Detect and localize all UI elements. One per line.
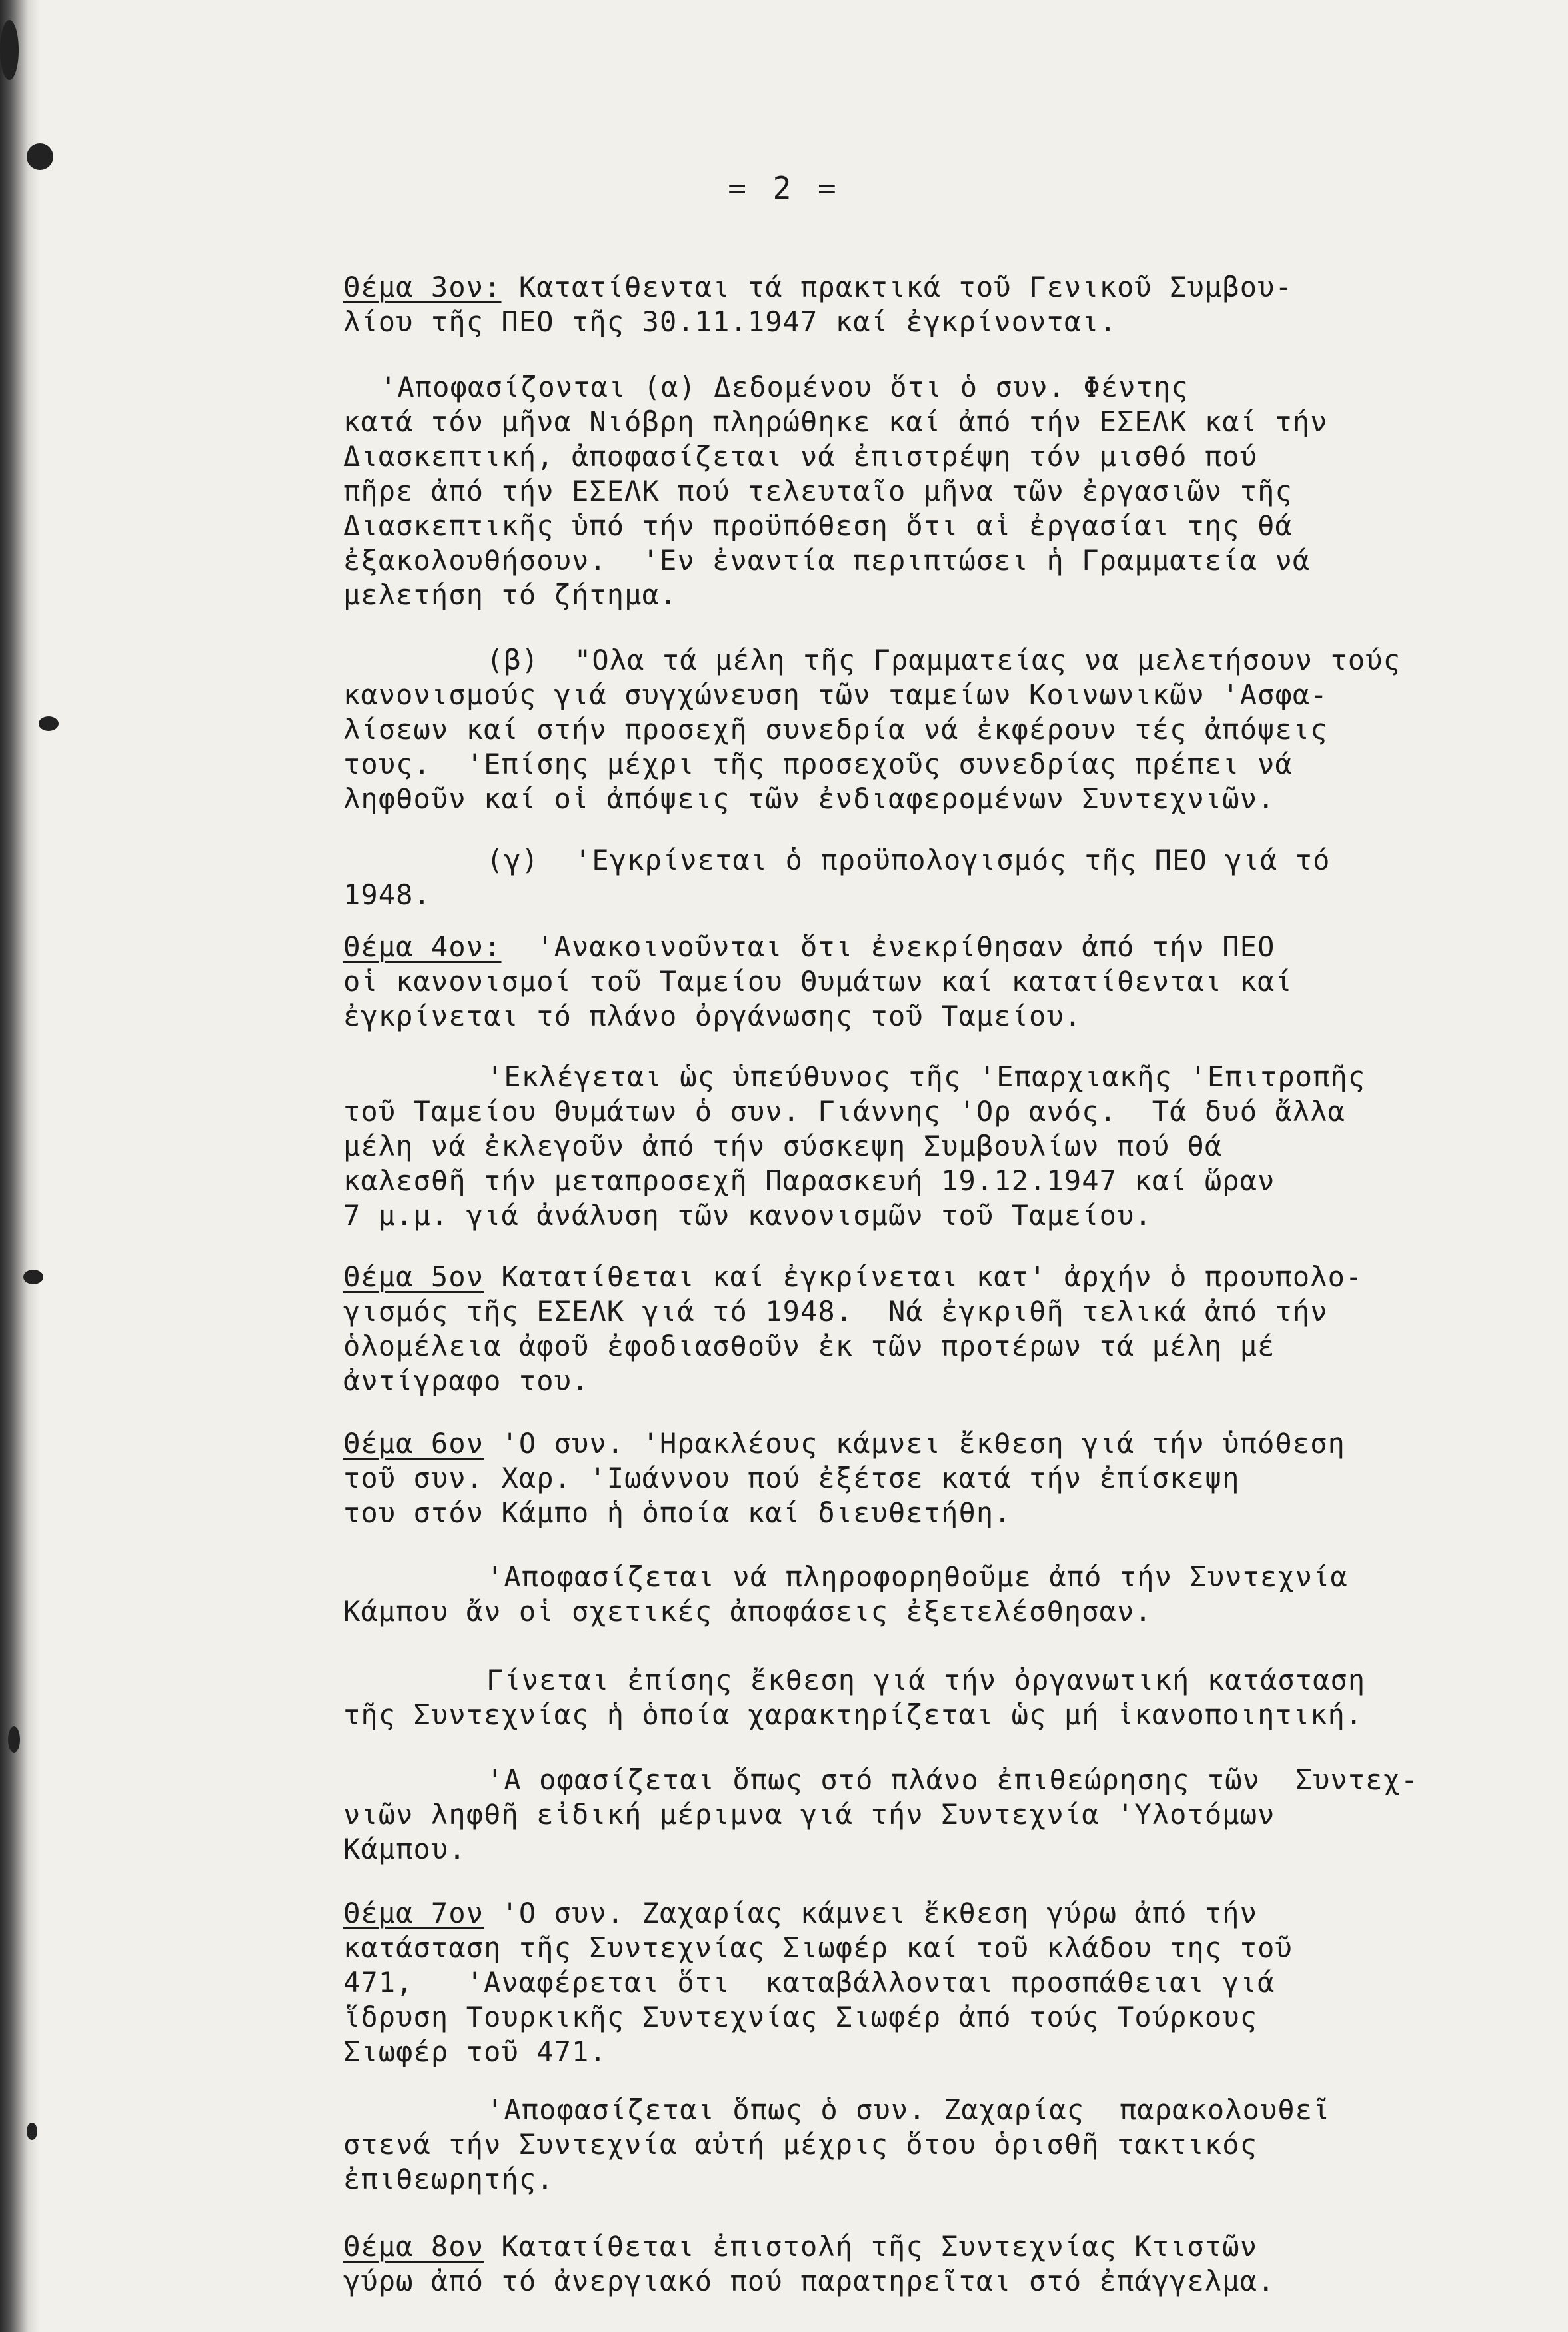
paragraph-6a (343, 1560, 1543, 1629)
text-line: ἐπιθεωρητής. (343, 2163, 554, 2195)
text-line: τους. 'Επίσης μέχρι τῆς προσεχοῦς συνεδρίας πρέπει νά (343, 748, 1293, 780)
paragraph-4a (343, 1060, 1543, 1233)
text-line: Γίνεται ἐπίσης ἔκθεση γιά τήν ὀργανωτική κατάσταση (486, 1664, 1366, 1696)
text-line: ἐγκρίνεται τό πλάνο ὀργάνωσης τοῦ Ταμείου. (343, 1000, 1082, 1032)
text-line: Διασκεπτικῆς ὑπό τήν προϋπόθεση ὅτι αἱ ἐργασίαι της θά (343, 509, 1293, 542)
text-line: ληφθοῦν καί οἱ ἀπόψεις τῶν ἐνδιαφερομένων Συντεχνιῶν. (343, 782, 1275, 815)
paragraph-6b (343, 1663, 1543, 1732)
text-line: Διασκεπτική, ἀποφασίζεται νά ἐπιστρέψη τόν μισθό πού (343, 440, 1258, 473)
text-line: στενά τήν Συντεχνία αὐτή μέχρις ὅτου ὁρισθῆ τακτικός (343, 2128, 1258, 2161)
section-heading: Θέμα 3ον: (343, 271, 502, 303)
text-line: νιῶν ληφθῆ εἰδική μέριμνα γιά τήν Συντεχνία 'Υλοτόμων (343, 1798, 1275, 1831)
text-line: γισμός τῆς ΕΣΕΛΚ γιά τό 1948. Νά ἐγκριθῆ τελικά ἀπό τήν (343, 1295, 1328, 1328)
section-6 (343, 1426, 1543, 1530)
text-line: Θέμα 5ον Κατατίθεται καί ἐγκρίνεται κατ' ἀρχήν ὁ προυπολο- (343, 1260, 1363, 1293)
text-line: Θέμα 6ον 'Ο συν. 'Ηρακλέους κάμνει ἔκθεση γιά τήν ὑπόθεση (343, 1427, 1346, 1460)
text-line: του στόν Κάμπο ἡ ὁποία καί διευθετήθη. (343, 1496, 1012, 1529)
scan-mark (8, 1726, 20, 1753)
section-heading: Θέμα 5ον (343, 1260, 484, 1293)
text-line: 'Αποφασίζονται (α) Δεδομένου ὅτι ὁ συν. Φέντης (380, 371, 1189, 403)
section-heading: Θέμα 7ον (343, 1897, 484, 1929)
text-line: ἵδρυση Τουρκικῆς Συντεχνίας Σιωφέρ ἀπό τούς Τούρκους (343, 2001, 1258, 2033)
text-line: 'Αποφασίζεται νά πληροφορηθοῦμε ἀπό τήν Συντεχνία (486, 1560, 1348, 1593)
text-line: κατάσταση τῆς Συντεχνίας Σιωφέρ καί τοῦ κλάδου της τοῦ (343, 1931, 1293, 1964)
text-line: ἐξακολουθήσουν. 'Εν ἐναντία περιπτώσει ἡ Γραμματεία νά (343, 544, 1311, 577)
scan-mark (23, 1270, 43, 1284)
text-line: λίου τῆς ΠΕΟ τῆς 30.11.1947 καί ἐγκρίνονται. (343, 305, 1117, 338)
text-line: Κάμπου ἄν οἱ σχετικές ἀποφάσεις ἐξετελέσθησαν. (343, 1595, 1152, 1628)
scan-mark (39, 716, 59, 731)
text-line: μέλη νά ἐκλεγοῦν ἀπό τήν σύσκεψη Συμβουλίων πού θά (343, 1130, 1223, 1162)
text-line: 'Α οφασίζεται ὅπως στό πλάνο ἐπιθεώρησης τῶν Συντεχ- (486, 1763, 1419, 1796)
section-heading: Θέμα 6ον (343, 1427, 484, 1460)
scan-mark (27, 143, 53, 170)
text-line: Σιωφέρ τοῦ 471. (343, 2035, 607, 2068)
paragraph-7a (343, 2093, 1543, 2197)
text-line: πῆρε ἀπό τήν ΕΣΕΛΚ πού τελευταῖο μῆνα τῶν ἐργασιῶν τῆς (343, 475, 1293, 507)
text-line: 'Αποφασίζεται ὅπως ὁ συν. Ζαχαρίας παρακολουθεῖ (486, 2093, 1331, 2126)
text-line: Θέμα 4ον: 'Ανακοινοῦνται ὅτι ἐνεκρίθησαν ἀπό τήν ΠΕΟ (343, 930, 1275, 963)
text-line: Κάμπου. (343, 1833, 466, 1865)
text-line: κατά τόν μῆνα Νιόβρη πληρώθηκε καί ἀπό τήν ΕΣΕΛΚ καί τήν (343, 405, 1328, 438)
text-line: Θέμα 3ον: Κατατίθενται τά πρακτικά τοῦ Γενικοῦ Συμβου- (343, 271, 1293, 303)
paragraph-3a (343, 370, 1543, 612)
section-7 (343, 1896, 1543, 2069)
text-line: λίσεων καί στήν προσεχῆ συνεδρία νά ἐκφέρουν τές ἀπόψεις (343, 713, 1328, 746)
text-line: ἀντίγραφο του. (343, 1364, 590, 1397)
text-line: Θέμα 8ον Κατατίθεται ἐπιστολή τῆς Συντεχνίας Κτιστῶν (343, 2230, 1258, 2263)
section-heading: Θέμα 8ον (343, 2230, 484, 2263)
binder-edge (0, 0, 40, 2332)
paragraph-3c (343, 843, 1543, 912)
text-line: τοῦ Ταμείου Θυμάτων ὁ συν. Γιάννης 'Ορ ανός. Τά δυό ἄλλα (343, 1095, 1346, 1128)
text-line: 'Εκλέγεται ὡς ὑπεύθυνος τῆς 'Επαρχιακῆς 'Επιτροπῆς (486, 1060, 1366, 1093)
text-line: (β) "Ολα τά μέλη τῆς Γραμματείας να μελετήσουν τούς (486, 644, 1401, 676)
scan-mark (27, 2123, 37, 2140)
text-line: 7 μ.μ. γιά ἀνάλυση τῶν κανονισμῶν τοῦ Ταμείου. (343, 1199, 1152, 1232)
text-line: τῆς Συντεχνίας ἡ ὁποία χαρακτηρίζεται ὡς μή ἱκανοποιητική. (343, 1698, 1363, 1731)
section-3 (343, 270, 1543, 339)
paragraph-3b (343, 643, 1543, 816)
text-line: 471, 'Αναφέρεται ὅτι καταβάλλονται προσπάθειαι γιά (343, 1966, 1275, 1999)
text-line: κανονισμούς γιά συγχώνευση τῶν ταμείων Κοινωνικῶν 'Ασφα- (343, 678, 1328, 711)
text-line: καλεσθῆ τήν μεταπροσεχῆ Παρασκευή 19.12.1947 καί ὥραν (343, 1164, 1275, 1197)
text-line: (γ) 'Εγκρίνεται ὁ προϋπολογισμός τῆς ΠΕΟ γιά τό (486, 844, 1331, 876)
paragraph-6c (343, 1763, 1543, 1867)
page-number: = 2 = (728, 170, 840, 206)
text-line: ὁλομέλεια ἀφοῦ ἐφοδιασθοῦν ἐκ τῶν προτέρων τά μέλη μέ (343, 1330, 1275, 1362)
text-line: οἱ κανονισμοί τοῦ Ταμείου Θυμάτων καί κατατίθενται καί (343, 965, 1293, 998)
section-8 (343, 2229, 1543, 2299)
scan-mark (0, 20, 19, 80)
section-5 (343, 1260, 1543, 1398)
section-heading: Θέμα 4ον: (343, 930, 502, 963)
text-line: 1948. (343, 878, 431, 911)
text-line: Θέμα 7ον 'Ο συν. Ζαχαρίας κάμνει ἔκθεση γύρω ἀπό τήν (343, 1897, 1258, 1929)
text-line: γύρω ἀπό τό ἀνεργιακό πού παρατηρεῖται στό ἐπάγγελμα. (343, 2265, 1275, 2297)
text-line: τοῦ συν. Χαρ. 'Ιωάννου πού ἐξέτσε κατά τήν ἐπίσκεψη (343, 1462, 1240, 1494)
text-line: μελετήση τό ζήτημα. (343, 579, 678, 611)
section-4 (343, 930, 1543, 1034)
